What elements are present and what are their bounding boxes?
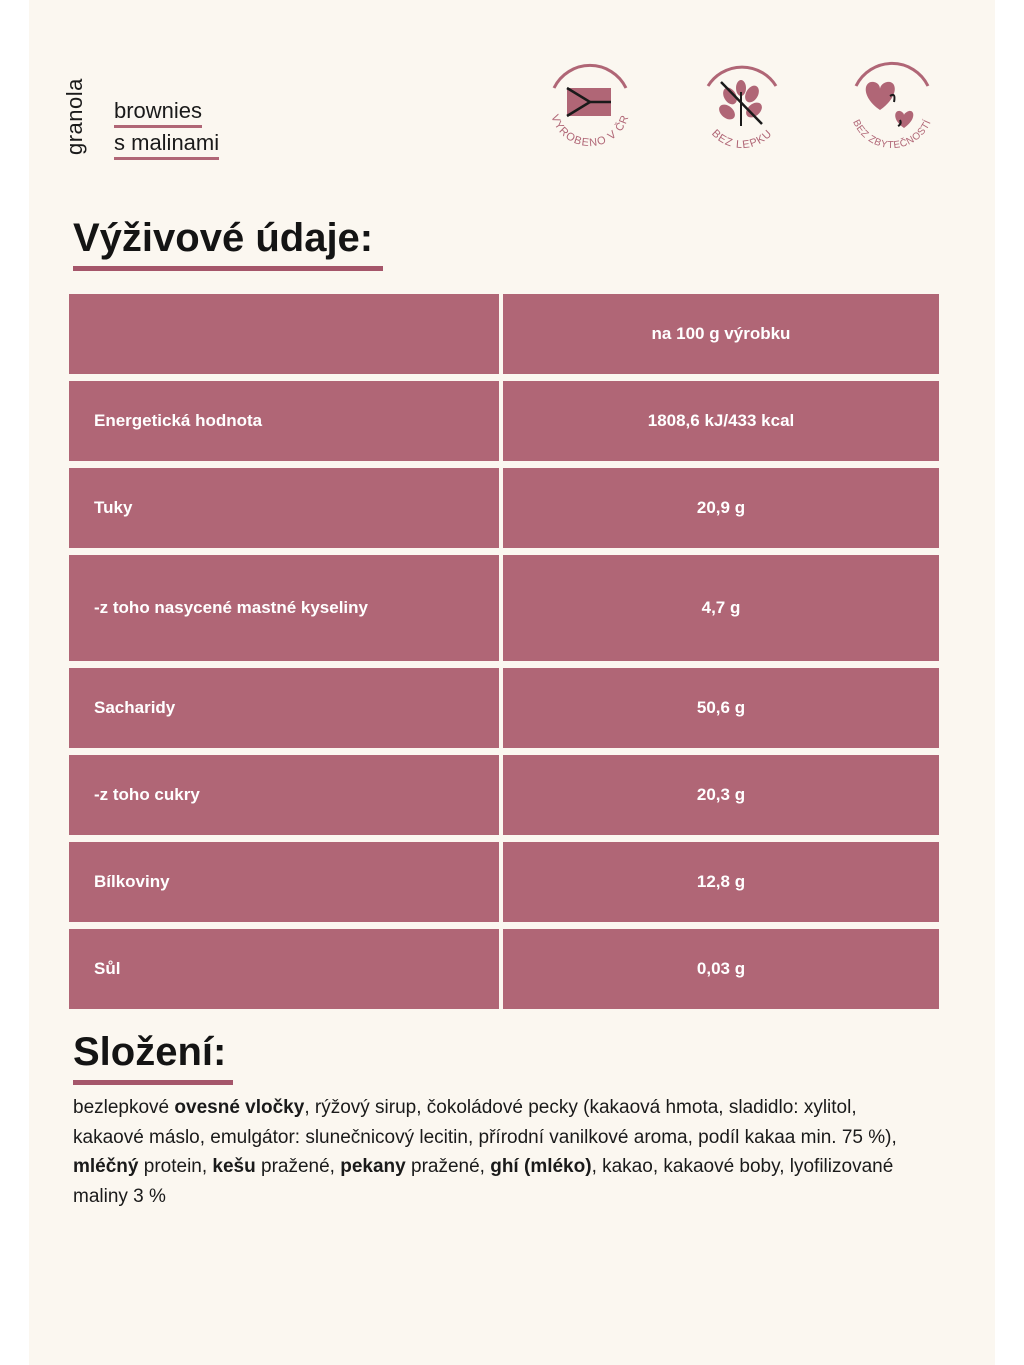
- nutrition-heading: Výživové údaje:: [73, 214, 383, 271]
- table-row: [69, 555, 939, 661]
- nutrient-label: -z toho cukry: [69, 755, 499, 835]
- nutrient-value: 1808,6 kJ/433 kcal: [503, 381, 939, 461]
- composition-part: , rýžový sirup, čokoládové pecky (kakaová hmota, sladidlo: xylitol, kakaové máslo, emulgátor: slunečnicový lecitin, přírodní vanilkové aroma, podíl kakaa min. 75 %),: [73, 1097, 897, 1148]
- nutrient-label: Bílkoviny: [69, 842, 499, 922]
- composition-allergen: ghí (mléko): [490, 1156, 592, 1177]
- nutrition-column-header: na 100 g výrobku: [503, 294, 939, 374]
- no-wheat-icon: [716, 80, 765, 126]
- nutrient-value: 20,9 g: [503, 468, 939, 548]
- nutrient-value: 0,03 g: [503, 929, 939, 1009]
- badge-made-in-cz-label: VYROBENO V ČR: [548, 113, 632, 150]
- badge-gluten-free-label: BEZ LEPKU: [709, 127, 775, 152]
- composition-allergen: ovesné vločky: [174, 1097, 305, 1118]
- nutrient-label: -z toho nasycené mastné kyseliny: [69, 555, 499, 661]
- nutrient-label: Sůl: [69, 929, 499, 1009]
- nutrient-value: 50,6 g: [503, 668, 939, 748]
- composition-heading: Složení:: [73, 1028, 233, 1085]
- category-vertical-label: granola: [62, 78, 87, 155]
- table-row: [69, 842, 939, 922]
- badge-no-additives-label: BEZ ZBYTEČNOSTÍ: [850, 118, 934, 152]
- hearts-icon: [866, 82, 914, 128]
- composition-part: , kakao, kakaové boby, lyofilizované maliny 3 %: [73, 1156, 894, 1207]
- nutrition-header-empty: [69, 294, 499, 374]
- svg-text:VYROBENO V ČR: [548, 113, 631, 149]
- nutrient-label: Sacharidy: [69, 668, 499, 748]
- table-row: [69, 468, 939, 548]
- composition-part: protein,: [138, 1156, 213, 1177]
- svg-text:BEZ LEPKU: [709, 127, 775, 151]
- nutrient-value: 4,7 g: [503, 555, 939, 661]
- composition-part: pražené,: [255, 1156, 341, 1177]
- composition-allergen: kešu: [212, 1156, 256, 1177]
- product-name-line-2: s malinami: [114, 128, 219, 160]
- nutrition-header-row: [69, 294, 939, 374]
- product-name-line-1: brownies: [114, 96, 202, 128]
- composition-allergen: mléčný: [73, 1156, 139, 1177]
- product-name: [114, 96, 219, 160]
- svg-text:BEZ ZBYTEČNOSTÍ: [850, 118, 934, 152]
- composition-text: [73, 1093, 923, 1211]
- composition-part: bezlepkové: [73, 1097, 175, 1118]
- nutrient-label: Tuky: [69, 468, 499, 548]
- composition-part: pražené,: [405, 1156, 491, 1177]
- table-row: [69, 929, 939, 1009]
- nutrition-table: [65, 287, 943, 1016]
- table-row: [69, 381, 939, 461]
- badge-no-additives: [840, 58, 944, 162]
- nutrient-label: Energetická hodnota: [69, 381, 499, 461]
- table-row: [69, 668, 939, 748]
- nutrient-value: 20,3 g: [503, 755, 939, 835]
- table-row: [69, 755, 939, 835]
- composition-allergen: pekany: [340, 1156, 406, 1177]
- czech-flag-icon: [567, 88, 611, 116]
- badge-gluten-free: [690, 58, 794, 162]
- badge-made-in-cz: [538, 58, 642, 162]
- nutrient-value: 12,8 g: [503, 842, 939, 922]
